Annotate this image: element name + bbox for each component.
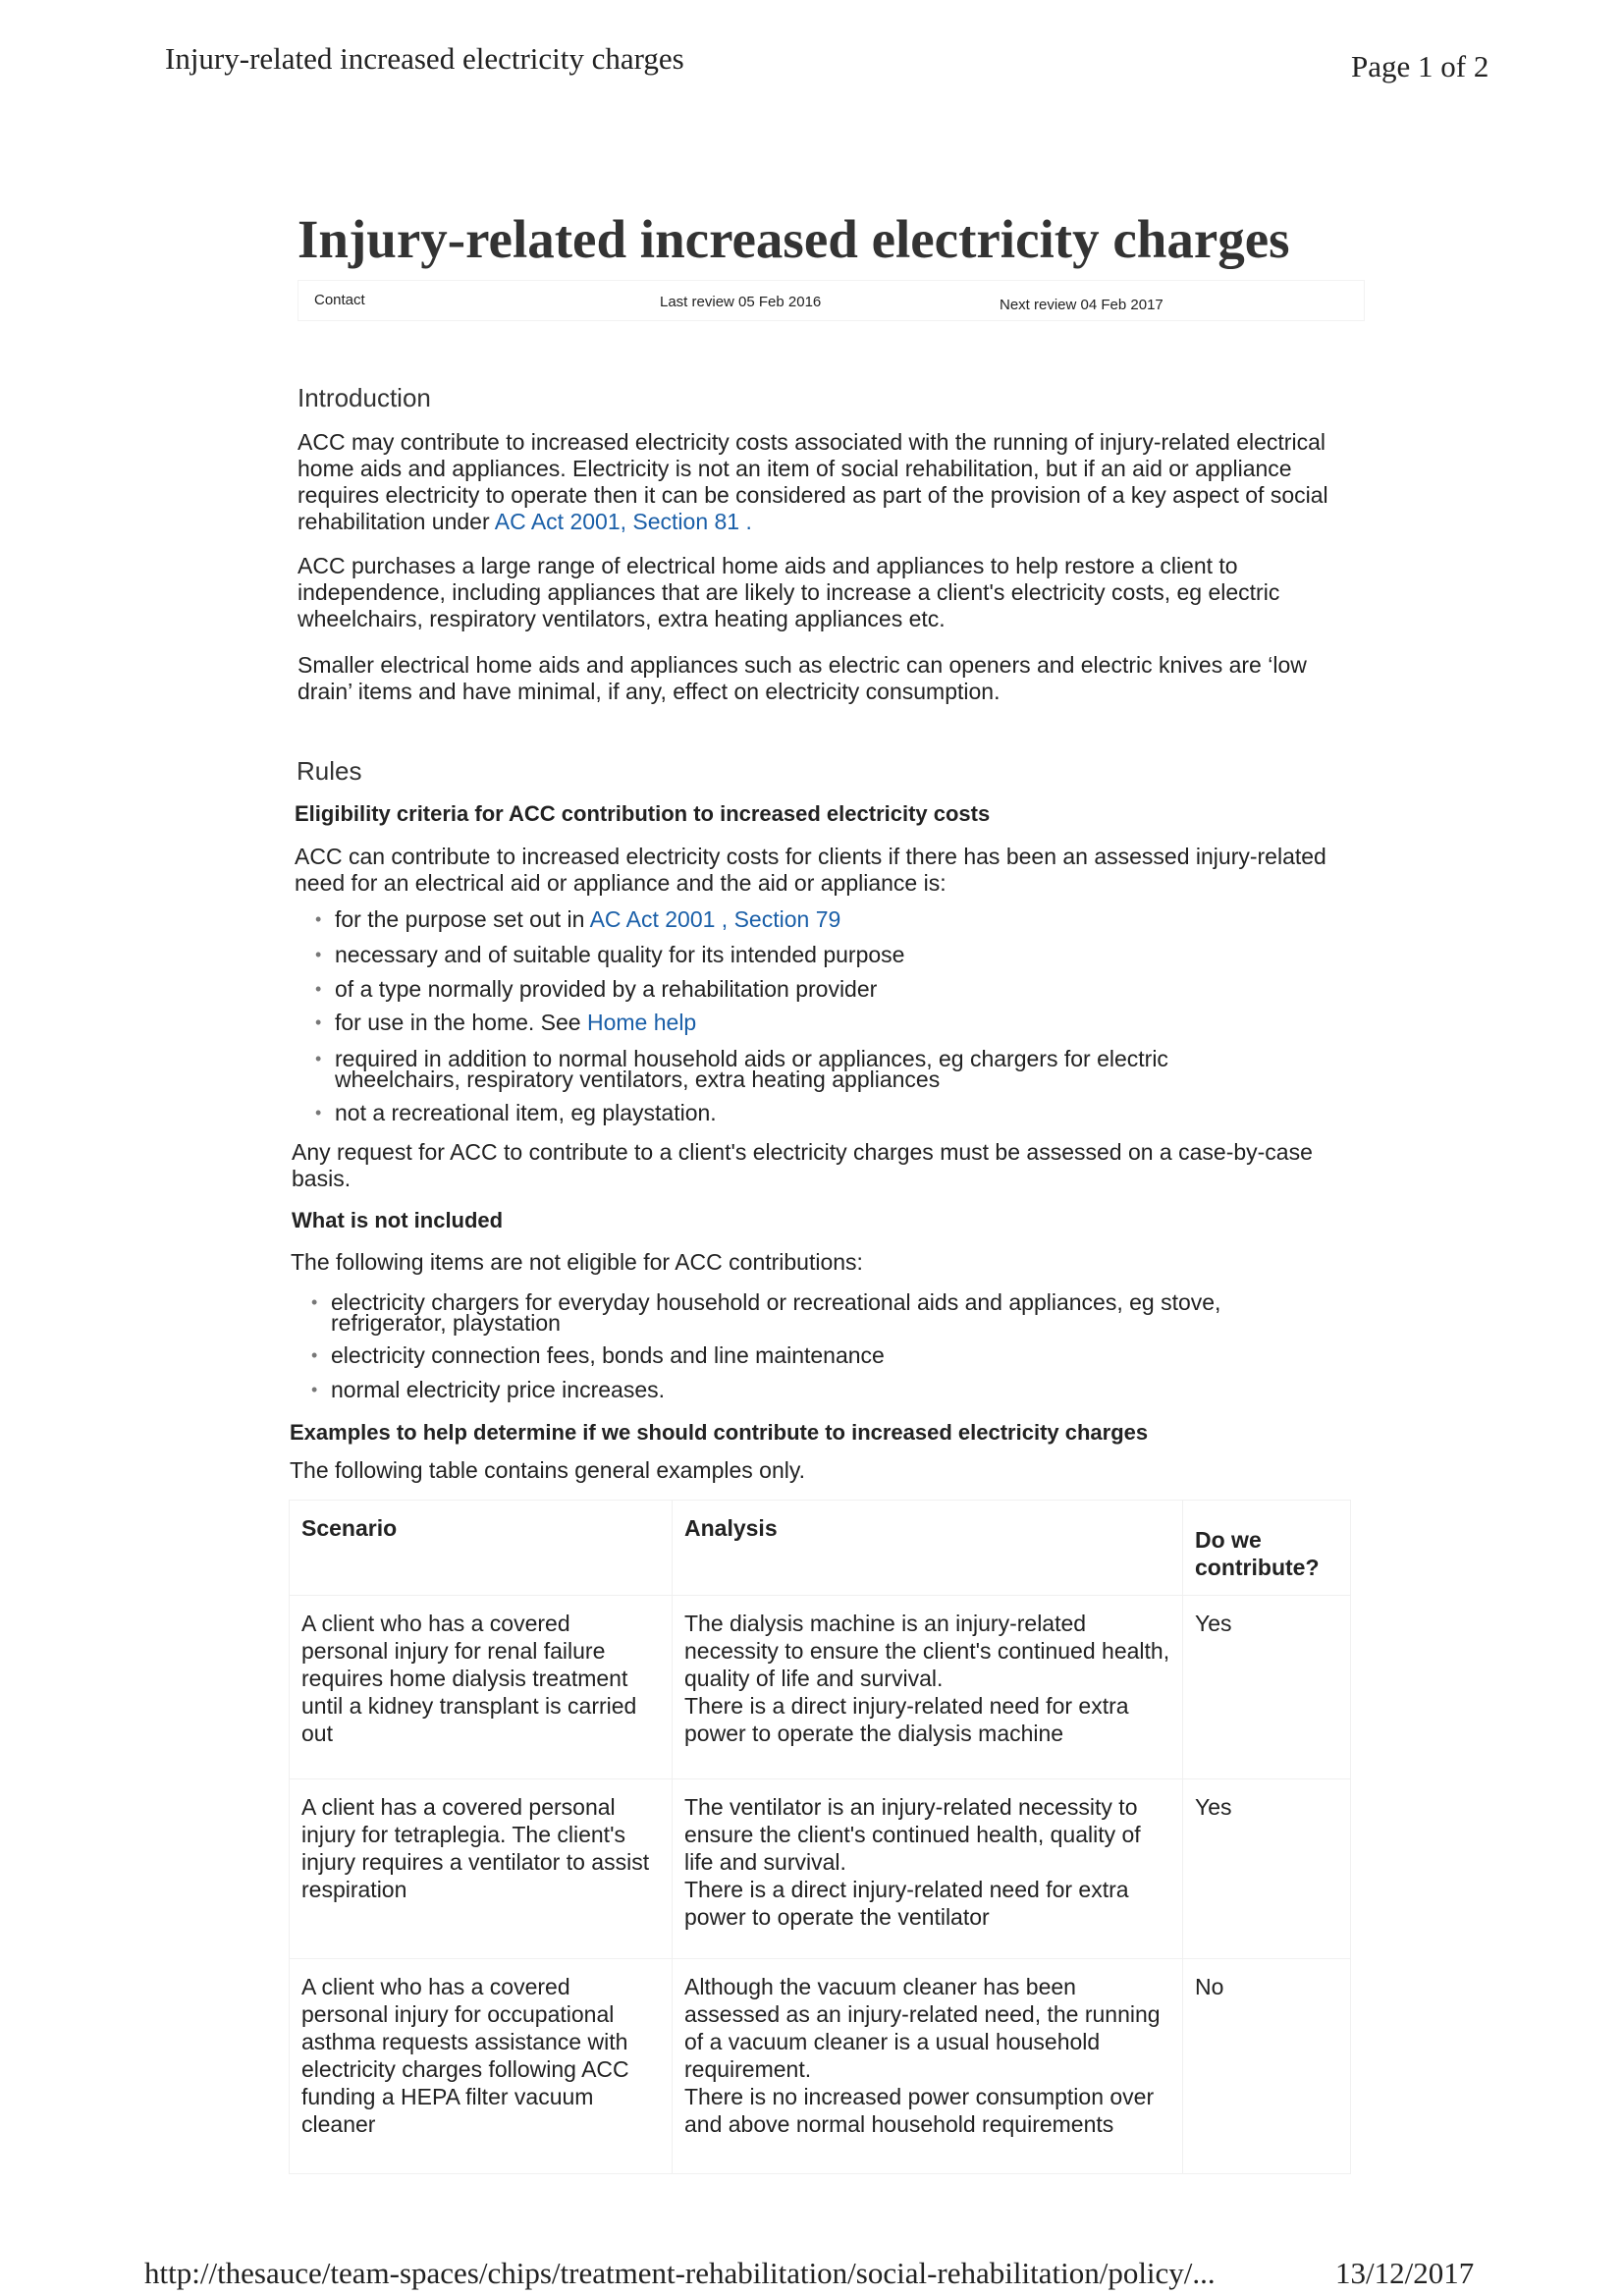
intro-paragraph-1 — [298, 429, 1358, 535]
answer-cell: Yes — [1183, 1779, 1351, 1959]
bullet-item: • not a recreational item, eg playstation. — [335, 1103, 1317, 1123]
page-number: Page 1 of 2 — [1351, 49, 1489, 83]
answer-cell: Yes — [1183, 1596, 1351, 1779]
column-header-scenario: Scenario — [290, 1501, 673, 1596]
contact-link[interactable]: Contact — [314, 292, 365, 308]
intro-paragraph-2: ACC purchases a large range of electrical home aids and appliances to help restore a client to independence, including appliances that are likely to increase a client's electricity costs, eg electric wheelchairs, respiratory ventilators, extra heating appliances etc. — [298, 553, 1280, 631]
scenario-cell: A client who has a covered personal injury for occupational asthma requests assistance with electricity charges following ACC funding a HEPA filter vacuum cleaner — [290, 1959, 673, 2174]
examples-intro: The following table contains general examples only. — [290, 1457, 806, 1483]
scenario-cell: A client has a covered personal injury for tetraplegia. The client's injury requires a ventilator to assist respiration — [290, 1779, 673, 1959]
text: ACC may contribute to increased electricity costs associated with the running of injury-related electrical home aids and appliances. Electricity is not an item of social rehabilitation, but if an aid or appliance requires electricity to operate then it can be considered as part of the provision of a key aspect of social rehabilitation under — [298, 429, 1328, 534]
introduction-heading: Introduction — [298, 383, 431, 412]
eligibility-heading: Eligibility criteria for ACC contribution to increased electricity costs — [295, 801, 991, 826]
footer-url: http://thesauce/team-spaces/chips/treatment-rehabilitation/social-rehabilitation/policy/... — [144, 2256, 1216, 2290]
not-included-heading: What is not included — [292, 1208, 504, 1232]
table-header-row — [290, 1501, 1351, 1596]
analysis-cell — [673, 1779, 1183, 1959]
bullet-item: • necessary and of suitable quality for its intended purpose — [335, 945, 1317, 965]
bullet-item: • of a type normally provided by a rehabilitation provider — [335, 979, 1317, 1000]
ac-act-section-79-link[interactable]: AC Act 2001 , Section 79 — [589, 906, 841, 932]
examples-heading: Examples to help determine if we should contribute to increased electricity charges — [290, 1420, 1149, 1445]
text: There is no increased power consumption over and above normal household requirements — [684, 2084, 1155, 2137]
not-included-intro: The following items are not eligible for ACC contributions: — [291, 1249, 863, 1275]
column-header-analysis: Analysis — [673, 1501, 1183, 1596]
footer-date: 13/12/2017 — [1335, 2256, 1475, 2290]
table-row — [290, 1596, 1351, 1779]
text: The ventilator is an injury-related necessity to ensure the client's continued health, quality of life and survival. — [684, 1794, 1141, 1875]
text: The dialysis machine is an injury-related necessity to ensure the client's continued health, quality of life and survival. — [684, 1611, 1170, 1691]
answer-cell: No — [1183, 1959, 1351, 2174]
bullet-item — [335, 1012, 1317, 1033]
scenario-cell: A client who has a covered personal injury for renal failure requires home dialysis treatment until a kidney transplant is carried out — [290, 1596, 673, 1779]
page-title: Injury-related increased electricity charges — [298, 209, 1290, 269]
bullet-item: • electricity connection fees, bonds and line maintenance — [331, 1345, 1313, 1366]
home-help-link[interactable]: Home help — [587, 1010, 697, 1035]
analysis-cell — [673, 1596, 1183, 1779]
text: for the purpose set out in — [335, 906, 590, 932]
next-review: Next review 04 Feb 2017 — [1000, 297, 1163, 313]
table-row — [290, 1959, 1351, 2174]
text: Although the vacuum cleaner has been assessed as an injury-related need, the running of a vacuum cleaner is a usual household requirement. — [684, 1974, 1161, 2082]
text: . — [739, 509, 752, 534]
ac-act-section-81-link[interactable]: AC Act 2001, Section 81 — [494, 509, 740, 534]
print-header-title: Injury-related increased electricity charges — [165, 41, 684, 76]
table-row — [290, 1779, 1351, 1959]
analysis-cell — [673, 1959, 1183, 2174]
meta-bar — [298, 280, 1365, 321]
eligibility-intro: ACC can contribute to increased electricity costs for clients if there has been an assessed injury-related need for an electrical aid or appliance and the aid or appliance is: — [295, 844, 1326, 896]
last-review: Last review 05 Feb 2016 — [660, 294, 822, 310]
text: There is a direct injury-related need for extra power to operate the ventilator — [684, 1877, 1129, 1930]
bullet-item: • required in addition to normal household aids or appliances, eg chargers for electric wheelchairs, respiratory ventilators, extra heating appliances — [335, 1049, 1258, 1090]
text: There is a direct injury-related need for extra power to operate the dialysis machine — [684, 1693, 1129, 1746]
bullet-item: • electricity chargers for everyday household or recreational aids and appliances, eg stove, refrigerator, playstation — [331, 1292, 1293, 1334]
column-header-contribute: Do we contribute? — [1183, 1501, 1351, 1596]
request-paragraph: Any request for ACC to contribute to a client's electricity charges must be assessed on a case-by-case basis. — [292, 1139, 1313, 1191]
rules-heading: Rules — [297, 756, 362, 786]
bullet-item — [335, 906, 1317, 932]
bullet-item: • normal electricity price increases. — [331, 1380, 1313, 1400]
text: for use in the home. See — [335, 1010, 587, 1035]
intro-paragraph-3: Smaller electrical home aids and appliances such as electric can openers and electric knives are ‘low drain’ items and have minimal, if any, effect on electricity consumption. — [298, 652, 1307, 704]
examples-table — [289, 1500, 1351, 2174]
